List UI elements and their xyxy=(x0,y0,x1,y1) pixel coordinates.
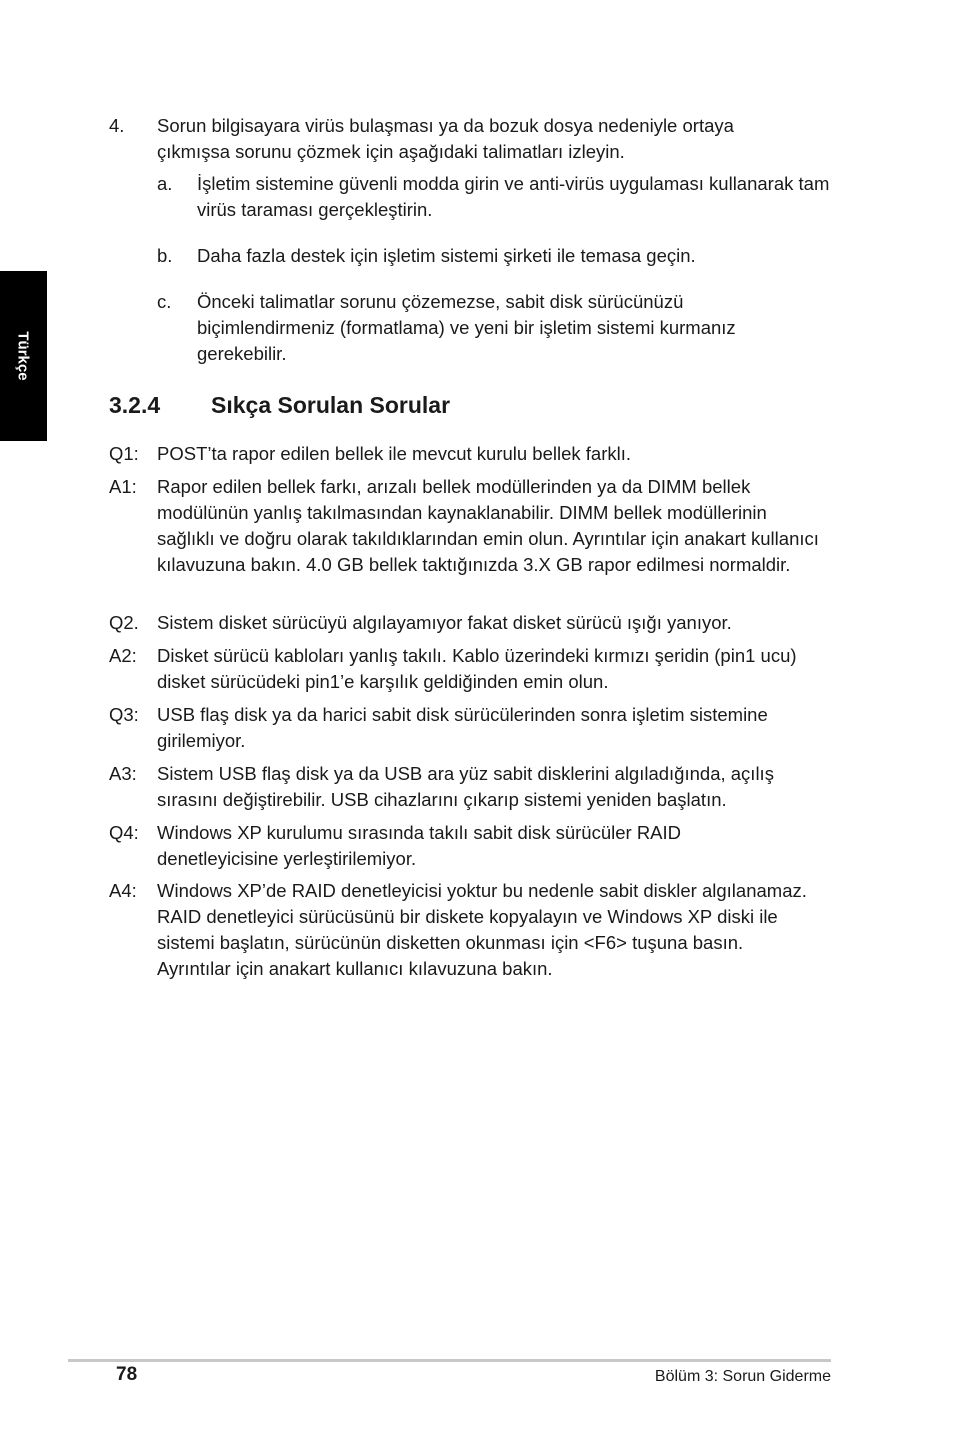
list-text: Sorun bilgisayara virüs bulaşması ya da bozuk dosya nedeniyle ortaya çıkmışsa sorunu çözmek için aşağıdaki talimatları izleyin. xyxy=(157,115,734,162)
qa-label: Q3: xyxy=(109,704,139,725)
qa-text: Windows XP kurulumu sırasında takılı sabit disk sürücüler RAID denetleyicisine yerleştirilemiyor. xyxy=(157,822,682,869)
footer-chapter: Bölüm 3: Sorun Giderme xyxy=(654,1368,831,1385)
section-title: Sıkça Sorulan Sorular xyxy=(211,392,451,418)
qa-text: Sistem USB flaş disk ya da USB ara yüz sabit disklerini algıladığında, açılış sırasını değiştirebilir. USB cihazlarını çıkarıp sistemi yeniden başlatın. xyxy=(157,763,774,810)
qa-label: Q1: xyxy=(109,443,139,464)
list-text: İşletim sistemine güvenli modda girin ve anti-virüs uygulaması kullanarak tam virüs taraması gerçekleştirin. xyxy=(197,173,830,220)
qa-text: Sistem disket sürücüyü algılayamıyor fakat disket sürücü ışığı yanıyor. xyxy=(157,612,732,633)
qa-label: A2: xyxy=(109,645,137,666)
qa-text: Windows XP’de RAID denetleyicisi yoktur bu nedenle sabit diskler algılanamaz. RAID denetleyici sürücüsünü bir diskete kopyalayın ve Windows XP diski ile sistemi başlatın, sürücünün disketten okunması için <F6> tuşuna basın. Ayrıntılar için anakart kullanıcı kılavuzuna bakın. xyxy=(157,880,807,979)
list-marker: 4. xyxy=(109,115,125,136)
list-text: Daha fazla destek için işletim sistemi şirketi ile temasa geçin. xyxy=(197,245,696,266)
list-marker: c. xyxy=(157,291,172,312)
list-text: Önceki talimatlar sorunu çözemezse, sabit disk sürücünüzü biçimlendirmeniz (formatlama) ve yeni bir işletim sistemi kurmanız gerekebilir. xyxy=(197,291,736,364)
qa-label: Q2. xyxy=(109,612,139,633)
qa-label: A1: xyxy=(109,476,137,497)
qa-text: Rapor edilen bellek farkı, arızalı bellek modüllerinden ya da DIMM bellek modülünün yanlış takılmasından kaynaklanabilir. DIMM bellek modüllerinin sağlıklı ve doğru olarak takıldıklarından emin olun. Ayrıntılar için anakart kullanıcı kılavuzuna bakın. 4.0 GB bellek taktığınızda 3.X GB rapor edilmesi normaldir. xyxy=(157,476,819,575)
page-number: 78 xyxy=(116,1364,138,1385)
qa-text: Disket sürücü kabloları yanlış takılı. Kablo üzerindeki kırmızı şeridin (pin1 ucu) disket sürücüdeki pin1’e karşılık geldiğinden emin olun. xyxy=(157,645,797,692)
list-marker: a. xyxy=(157,173,173,194)
footer-divider xyxy=(68,1359,831,1362)
qa-label: Q4: xyxy=(109,822,139,843)
qa-text: POST’ta rapor edilen bellek ile mevcut kurulu bellek farklı. xyxy=(157,443,632,464)
section-number: 3.2.4 xyxy=(109,392,161,418)
qa-label: A3: xyxy=(109,763,137,784)
language-tab-label: Türkçe xyxy=(14,331,32,381)
section-heading xyxy=(109,391,451,419)
qa-label: A4: xyxy=(109,880,137,901)
list-marker: b. xyxy=(157,245,173,266)
qa-text: USB flaş disk ya da harici sabit disk sürücülerinden sonra işletim sistemine girilemiyor. xyxy=(157,704,768,751)
